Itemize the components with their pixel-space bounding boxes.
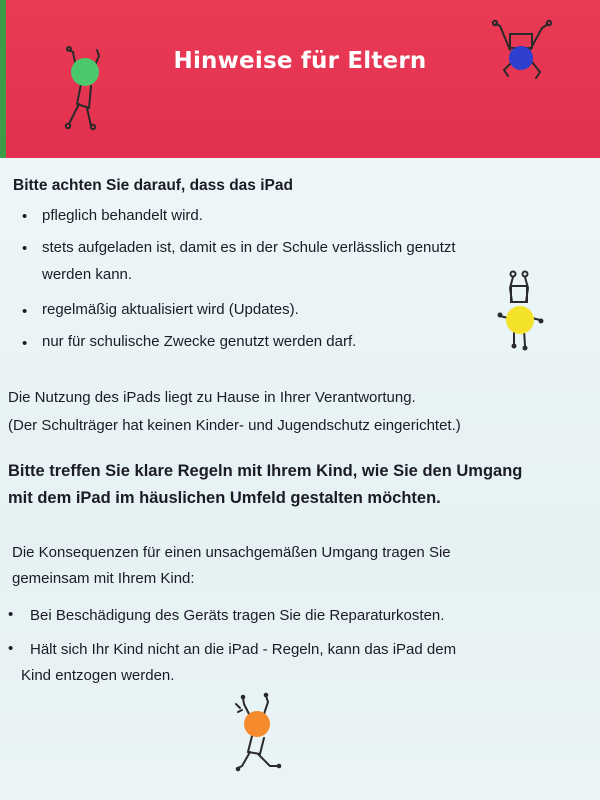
orange-stick-figure-icon bbox=[230, 692, 292, 782]
bullet-marker: • bbox=[8, 606, 14, 623]
green-stick-figure-icon bbox=[55, 42, 115, 137]
bullet-marker: • bbox=[22, 303, 28, 320]
consequence-item-1: Bei Beschädigung des Geräts tragen Sie die Reparaturkosten. bbox=[30, 607, 445, 624]
green-edge-strip bbox=[0, 0, 6, 158]
page-title: Hinweise für Eltern bbox=[173, 48, 427, 74]
rules-line2: mit dem iPad im häuslichen Umfeld gestalten möchten. bbox=[8, 489, 441, 507]
responsibility-line1: Die Nutzung des iPads liegt zu Hause in Ihrer Verantwortung. bbox=[8, 389, 416, 406]
section1-item-3: regelmäßig aktualisiert wird (Updates). bbox=[42, 301, 299, 318]
section1-item-4: nur für schulische Zwecke genutzt werden darf. bbox=[42, 333, 357, 350]
section1-item-2-line1: stets aufgeladen ist, damit es in der Schule verlässlich genutzt bbox=[42, 239, 456, 256]
bullet-marker: • bbox=[8, 640, 14, 657]
section1-item-2-line2: werden kann. bbox=[42, 266, 133, 283]
consequences-line2: gemeinsam mit Ihrem Kind: bbox=[12, 570, 195, 587]
consequence-item-2-line1: Hält sich Ihr Kind nicht an die iPad - Regeln, kann das iPad dem bbox=[30, 641, 457, 658]
responsibility-line2: (Der Schulträger hat keinen Kinder- und Jugendschutz eingerichtet.) bbox=[8, 417, 461, 434]
consequences-line1: Die Konsequenzen für einen unsachgemäßen Umgang tragen Sie bbox=[12, 544, 451, 561]
section1-item-1: pfleglich behandelt wird. bbox=[42, 207, 203, 224]
rules-line1: Bitte treffen Sie klare Regeln mit Ihrem Kind, wie Sie den Umgang bbox=[8, 462, 523, 480]
bullet-marker: • bbox=[22, 335, 28, 352]
consequence-item-2-line2: Kind entzogen werden. bbox=[21, 667, 175, 684]
bullet-marker: • bbox=[22, 240, 28, 257]
bullet-marker: • bbox=[22, 208, 28, 225]
section1-intro: Bitte achten Sie darauf, dass das iPad bbox=[13, 177, 293, 194]
blue-stick-figure-icon bbox=[490, 12, 560, 84]
header-banner bbox=[0, 0, 600, 158]
yellow-stick-figure-icon bbox=[492, 268, 552, 356]
